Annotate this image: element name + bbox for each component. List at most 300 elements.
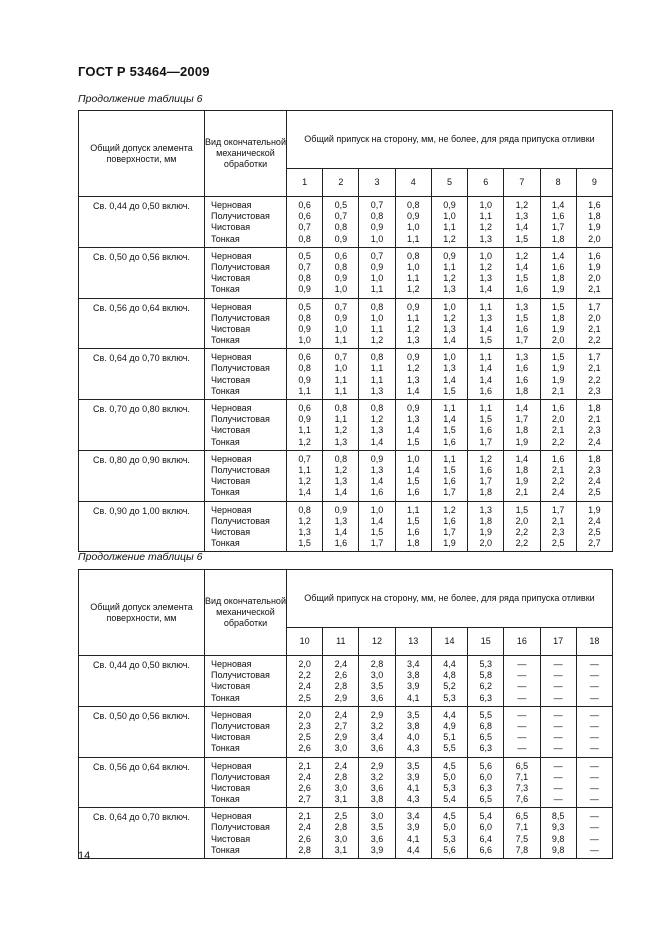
allowance-values-cell — [359, 247, 395, 298]
allowance-value: 1,6 — [551, 453, 565, 464]
allowance-value: 1,7 — [443, 487, 456, 498]
allowance-value: 1,6 — [515, 323, 529, 334]
allowance-value: — — [553, 720, 563, 731]
allowance-values-cell — [431, 197, 467, 248]
allowance-value: 6,4 — [479, 833, 492, 844]
tolerance-group — [79, 247, 613, 298]
tolerance-cell: Св. 0,80 до 0,90 включ. — [79, 450, 205, 501]
allowance-values-cell — [504, 757, 540, 808]
finish-type-label: Тонкая — [211, 794, 240, 805]
allowance-values-cell — [359, 400, 395, 451]
finish-type-label: Черновая — [211, 504, 252, 515]
allowance-values-cell — [395, 706, 431, 757]
allowance-values-cell — [323, 197, 359, 248]
allowance-value: 4,1 — [407, 782, 420, 793]
allowance-value: 6,3 — [479, 692, 492, 703]
allowance-values-cell — [504, 501, 540, 552]
finish-type-label: Чистовая — [211, 732, 251, 743]
allowance-value: 1,1 — [334, 374, 348, 385]
allowance-values-cell — [395, 400, 431, 451]
allowance-value: 7,3 — [515, 782, 529, 793]
allowance-value: 3,0 — [334, 833, 348, 844]
allowance-values-cell — [287, 656, 323, 707]
allowance-value: 0,8 — [298, 233, 311, 244]
tolerance-cell: Св. 0,64 до 0,70 включ. — [79, 808, 205, 859]
allowance-value: 1,3 — [479, 312, 492, 323]
allowance-values-cell — [323, 349, 359, 400]
allowance-value: 0,9 — [407, 403, 420, 413]
allowance-value: 1,4 — [334, 487, 348, 498]
allowance-values-cell — [431, 656, 467, 707]
allowance-value: — — [553, 732, 563, 743]
allowance-value: 2,6 — [334, 670, 348, 681]
allowance-values-cell — [323, 400, 359, 451]
allowance-value: 1,9 — [551, 363, 565, 374]
allowance-value: 3,0 — [334, 743, 348, 754]
allowance-value: 5,8 — [479, 670, 492, 681]
allowance-value: 1,1 — [370, 374, 384, 385]
allowance-value: 7,1 — [515, 822, 529, 833]
allowance-value: 1,3 — [370, 464, 384, 475]
finish-type-label: Черновая — [211, 811, 252, 822]
allowance-value: 5,3 — [443, 782, 456, 793]
allowance-value: 5,6 — [443, 844, 456, 855]
allowance-value: 1,4 — [370, 515, 384, 526]
finish-type-cell — [205, 400, 287, 451]
allowance-value: 1,4 — [407, 385, 420, 396]
allowance-values-cell — [323, 656, 359, 707]
allowance-values-cell — [359, 197, 395, 248]
allowance-value: 1,0 — [334, 323, 348, 334]
allowance-value: 2,5 — [298, 732, 311, 743]
allowance-value: 1,1 — [479, 352, 492, 363]
allowance-value: 6,8 — [479, 720, 492, 731]
allowance-value: 6,5 — [515, 760, 529, 771]
series-header: 7 — [504, 169, 540, 197]
allowance-value: 2,2 — [298, 670, 311, 681]
allowance-value: 1,4 — [551, 250, 565, 261]
table-row — [79, 298, 613, 349]
allowance-value: 1,1 — [443, 403, 456, 413]
finish-type-label: Получистовая — [211, 771, 270, 782]
allowance-value: 0,9 — [298, 414, 311, 425]
allowance-value: 3,2 — [370, 720, 384, 731]
allowance-value: 1,2 — [298, 476, 311, 487]
allowance-value: 0,8 — [334, 403, 348, 413]
allowance-value: 2,8 — [334, 822, 348, 833]
finish-type-cell — [205, 450, 287, 501]
allowance-value: 1,4 — [370, 476, 384, 487]
allowance-value: — — [589, 794, 599, 805]
allowance-value: 2,5 — [588, 526, 601, 537]
series-header: 6 — [468, 169, 504, 197]
finish-type-cell — [205, 757, 287, 808]
allowance-value: 1,1 — [298, 385, 311, 396]
allowance-value: 4,5 — [443, 811, 456, 822]
allowance-value: 1,2 — [443, 233, 456, 244]
finish-type-label: Чистовая — [211, 476, 251, 487]
tolerance-group — [79, 298, 613, 349]
series-header: 5 — [431, 169, 467, 197]
allowance-value: 2,1 — [588, 284, 601, 295]
allowance-value: 4,9 — [443, 720, 456, 731]
allowance-value: 0,6 — [298, 211, 311, 222]
allowance-value: 1,4 — [515, 403, 529, 413]
allowance-value: 2,8 — [370, 659, 384, 669]
allowance-value: 1,2 — [479, 453, 492, 464]
allowance-values-cell — [431, 808, 467, 859]
allowance-values-cell — [395, 197, 431, 248]
tolerance-cell: Св. 0,90 до 1,00 включ. — [79, 501, 205, 552]
allowance-value: 3,6 — [370, 692, 384, 703]
allowance-value: 6,0 — [479, 771, 492, 782]
allowance-value: 2,1 — [551, 515, 565, 526]
allowance-value: 2,3 — [298, 720, 311, 731]
allowance-values-cell — [540, 757, 576, 808]
allowance-value: 1,2 — [298, 515, 311, 526]
allowance-value: 0,9 — [298, 374, 311, 385]
allowance-value: — — [517, 692, 527, 703]
allowance-values-cell — [431, 349, 467, 400]
allowance-value: 1,6 — [443, 476, 456, 487]
allowance-value: 1,0 — [407, 453, 420, 464]
series-header: 3 — [359, 169, 395, 197]
allowance-value: 0,8 — [370, 403, 384, 413]
allowance-value: 1,5 — [515, 312, 529, 323]
allowance-value: 0,9 — [334, 504, 348, 515]
allowance-value: 2,5 — [298, 692, 311, 703]
allowance-values-cell — [287, 706, 323, 757]
allowance-value: 1,1 — [407, 233, 420, 244]
allowance-value: 1,2 — [298, 436, 311, 447]
allowance-value: 3,9 — [407, 822, 420, 833]
finish-type-label: Тонкая — [211, 844, 240, 855]
allowance-value: 3,9 — [407, 681, 420, 692]
allowance-value: 1,4 — [551, 200, 565, 210]
allowance-value: 2,1 — [515, 487, 529, 498]
allowance-value: 2,6 — [298, 743, 311, 754]
table-caption: Продолжение таблицы 6 — [78, 93, 203, 105]
allowance-value: 4,4 — [443, 659, 456, 669]
allowance-value: 1,5 — [443, 385, 456, 396]
allowance-value: 2,1 — [551, 385, 565, 396]
allowance-value: 2,7 — [334, 720, 348, 731]
allowance-values-cell — [540, 400, 576, 451]
allowance-value: 0,7 — [334, 211, 348, 222]
allowance-value: 1,1 — [443, 453, 456, 464]
document-title: ГОСТ Р 53464—2009 — [78, 64, 210, 79]
allowance-value: 1,3 — [407, 374, 420, 385]
allowance-value: 3,1 — [334, 844, 348, 855]
allowance-value: 1,3 — [334, 436, 348, 447]
allowance-value: 3,0 — [370, 811, 384, 822]
allowance-value: 0,7 — [370, 250, 384, 261]
allowance-value: 6,5 — [479, 732, 492, 743]
allowance-values-cell — [323, 298, 359, 349]
allowance-value: 2,5 — [334, 811, 348, 822]
allowance-value: 2,3 — [588, 464, 601, 475]
allowance-value: 1,4 — [515, 453, 529, 464]
finish-type-cell — [205, 706, 287, 757]
allowance-values-cell — [504, 247, 540, 298]
finish-type-label: Тонкая — [211, 233, 240, 244]
allowance-values-cell — [359, 298, 395, 349]
allowance-values-cell — [468, 298, 504, 349]
allowance-value: — — [553, 692, 563, 703]
finish-type-cell — [205, 808, 287, 859]
allowance-values-cell — [395, 349, 431, 400]
finish-type-label: Черновая — [211, 659, 252, 669]
allowance-values-cell — [431, 501, 467, 552]
allowance-value: 0,9 — [407, 211, 420, 222]
allowance-value: 1,7 — [515, 414, 529, 425]
table-row — [79, 450, 613, 501]
allowance-value: — — [589, 681, 599, 692]
allowance-value: 2,5 — [551, 538, 565, 549]
series-header: 1 — [287, 169, 323, 197]
allowance-values-cell — [468, 706, 504, 757]
allowance-value: — — [553, 659, 563, 669]
finish-type-label: Получистовая — [211, 312, 270, 323]
finish-type-label: Черновая — [211, 453, 252, 464]
allowance-values-cell — [504, 197, 540, 248]
allowance-value: 2,4 — [334, 760, 348, 771]
tolerance-cell: Св. 0,56 до 0,64 включ. — [79, 757, 205, 808]
allowance-value: 0,7 — [298, 453, 311, 464]
allowance-value: 3,5 — [407, 709, 420, 720]
allowance-value: 1,1 — [479, 211, 492, 222]
allowance-value: 1,1 — [407, 273, 420, 284]
allowance-value: 0,6 — [334, 250, 348, 261]
allowance-value: 2,9 — [334, 692, 348, 703]
allowance-value: 4,1 — [407, 692, 420, 703]
allowance-value: 1,7 — [588, 352, 601, 363]
allowance-value: 6,5 — [479, 794, 492, 805]
allowance-value: 2,9 — [370, 760, 384, 771]
allowance-values-cell — [395, 298, 431, 349]
allowance-value: 3,6 — [370, 743, 384, 754]
allowance-values-cell — [395, 808, 431, 859]
allowance-value: 2,0 — [588, 273, 601, 284]
allowance-value: 2,1 — [551, 464, 565, 475]
allowance-value: 1,5 — [551, 301, 565, 312]
tolerance-group — [79, 400, 613, 451]
series-header: 11 — [323, 628, 359, 656]
allowance-values-cell — [504, 656, 540, 707]
allowance-value: — — [589, 709, 599, 720]
allowance-value: — — [589, 782, 599, 793]
allowance-values-cell — [468, 349, 504, 400]
table-row — [79, 501, 613, 552]
allowance-value: — — [589, 771, 599, 782]
allowance-values-cell — [468, 450, 504, 501]
allowance-value: 2,4 — [551, 487, 565, 498]
series-header: 17 — [540, 628, 576, 656]
allowance-value: — — [553, 771, 563, 782]
allowance-value: 1,3 — [479, 504, 492, 515]
allowance-value: 1,4 — [515, 261, 529, 272]
allowance-value: 1,4 — [479, 363, 492, 374]
finish-type-label: Получистовая — [211, 670, 270, 681]
table-row — [79, 656, 613, 707]
allowance-value: — — [553, 743, 563, 754]
allowance-values-cell — [540, 197, 576, 248]
allowance-value: 3,1 — [334, 794, 348, 805]
allowance-values-cell — [395, 656, 431, 707]
allowance-value: 0,9 — [443, 250, 456, 261]
allowance-value: 0,5 — [334, 200, 348, 210]
allowance-value: 4,4 — [407, 844, 420, 855]
column-header-allowance-group: Общий припуск на сторону, мм, не более, для ряда припуска отливки — [287, 570, 613, 628]
allowance-value: 1,6 — [515, 374, 529, 385]
allowance-value: 1,2 — [443, 504, 456, 515]
allowance-values-cell — [287, 247, 323, 298]
allowance-value: 6,0 — [479, 822, 492, 833]
allowance-values-cell — [431, 757, 467, 808]
allowance-value: 6,2 — [479, 681, 492, 692]
allowance-value: 1,4 — [443, 374, 456, 385]
allowance-value: 0,7 — [298, 261, 311, 272]
allowance-value: 1,0 — [443, 352, 456, 363]
allowance-value: 1,3 — [370, 425, 384, 436]
allowance-value: 1,4 — [370, 436, 384, 447]
allowance-value: 1,5 — [515, 233, 529, 244]
allowance-value: 1,1 — [479, 403, 492, 413]
allowance-values-cell — [576, 197, 612, 248]
allowance-value: 1,2 — [370, 335, 384, 346]
allowance-value: — — [589, 732, 599, 743]
allowance-values-cell — [504, 706, 540, 757]
column-header-tolerance: Общий допуск элемента поверхности, мм — [79, 111, 205, 197]
allowance-value: 5,1 — [443, 732, 456, 743]
allowance-value: 1,2 — [515, 200, 529, 210]
allowance-value: 5,6 — [479, 760, 492, 771]
allowance-values-cell — [287, 450, 323, 501]
allowance-value: 0,9 — [334, 273, 348, 284]
allowance-value: 3,4 — [407, 811, 420, 822]
allowance-value: 2,4 — [588, 476, 601, 487]
table-row — [79, 349, 613, 400]
allowance-value: 0,9 — [370, 261, 384, 272]
allowance-value: 0,8 — [370, 211, 384, 222]
allowance-value: 1,2 — [479, 222, 492, 233]
allowance-value: 6,6 — [479, 844, 492, 855]
allowance-value: 0,8 — [298, 312, 311, 323]
allowance-value: 1,2 — [407, 363, 420, 374]
allowance-value: 1,6 — [515, 284, 529, 295]
allowance-value: — — [589, 670, 599, 681]
series-header: 13 — [395, 628, 431, 656]
column-header-finish-type: Вид окончательной механической обработки — [205, 570, 287, 656]
allowance-value: 2,4 — [588, 515, 601, 526]
allowance-value: 1,2 — [407, 323, 420, 334]
allowance-value: 2,4 — [588, 436, 601, 447]
allowance-value: 1,9 — [515, 436, 529, 447]
finish-type-label: Получистовая — [211, 464, 270, 475]
allowance-values-cell — [287, 400, 323, 451]
allowance-values-cell — [359, 349, 395, 400]
allowance-value: 1,5 — [479, 335, 492, 346]
allowance-value: 2,4 — [298, 681, 311, 692]
tolerance-group — [79, 656, 613, 707]
allowance-value: 6,5 — [515, 811, 529, 822]
allowance-value: 1,6 — [334, 538, 348, 549]
table-caption: Продолжение таблицы 6 — [78, 551, 203, 563]
allowance-value: 2,7 — [588, 538, 601, 549]
allowance-value: 1,8 — [588, 211, 601, 222]
allowance-value: 7,8 — [515, 844, 529, 855]
allowance-value: 4,3 — [407, 794, 420, 805]
allowance-value: 9,3 — [551, 822, 565, 833]
allowance-value: 0,8 — [407, 200, 420, 210]
finish-type-label: Черновая — [211, 709, 252, 720]
allowance-values-cell — [323, 450, 359, 501]
allowance-value: 1,4 — [443, 335, 456, 346]
finish-type-label: Черновая — [211, 403, 252, 413]
finish-type-cell — [205, 298, 287, 349]
tolerance-group — [79, 349, 613, 400]
allowance-value: 1,6 — [407, 487, 420, 498]
finish-type-cell — [205, 349, 287, 400]
allowance-value: 7,5 — [515, 833, 529, 844]
allowance-value: 2,0 — [515, 515, 529, 526]
allowance-value: 1,9 — [588, 222, 601, 233]
allowance-values-cell — [323, 706, 359, 757]
allowance-value: 2,0 — [551, 335, 565, 346]
allowance-value: 0,8 — [334, 222, 348, 233]
allowance-value: 1,5 — [515, 504, 529, 515]
allowance-value: 1,3 — [443, 363, 456, 374]
allowance-value: 0,8 — [407, 250, 420, 261]
allowance-value: 1,7 — [588, 301, 601, 312]
allowance-value: 1,9 — [588, 504, 601, 515]
allowance-value: 2,8 — [334, 771, 348, 782]
allowance-value: 1,9 — [551, 323, 565, 334]
allowance-values-cell — [576, 656, 612, 707]
allowance-value: 1,1 — [370, 323, 384, 334]
allowance-values-cell — [323, 757, 359, 808]
allowance-value: 3,6 — [370, 833, 384, 844]
allowance-value: 1,8 — [407, 538, 420, 549]
allowance-values-cell — [468, 247, 504, 298]
allowance-value: 0,8 — [298, 273, 311, 284]
allowance-value: 9,8 — [551, 833, 565, 844]
allowance-value: 1,4 — [407, 464, 420, 475]
allowance-value: 3,0 — [370, 670, 384, 681]
allowance-value: 1,5 — [407, 436, 420, 447]
allowance-value: — — [517, 681, 527, 692]
column-header-tolerance: Общий допуск элемента поверхности, мм — [79, 570, 205, 656]
allowance-values-cell — [323, 501, 359, 552]
allowance-value: 6,3 — [479, 743, 492, 754]
allowance-value: 4,8 — [443, 670, 456, 681]
series-header: 15 — [468, 628, 504, 656]
allowance-value: 1,0 — [370, 273, 384, 284]
allowance-value: 1,1 — [370, 363, 384, 374]
allowance-value: 0,8 — [370, 301, 384, 312]
allowance-values-cell — [395, 501, 431, 552]
allowance-value: 1,2 — [407, 284, 420, 295]
finish-type-label: Тонкая — [211, 436, 240, 447]
allowance-value: 1,7 — [479, 436, 492, 447]
allowance-value: 1,2 — [443, 312, 456, 323]
allowance-value: 0,8 — [370, 352, 384, 363]
table-row — [79, 757, 613, 808]
allowance-value: 1,0 — [479, 250, 492, 261]
finish-type-label: Чистовая — [211, 833, 251, 844]
allowance-value: 5,3 — [443, 692, 456, 703]
allowance-value: 1,5 — [407, 476, 420, 487]
